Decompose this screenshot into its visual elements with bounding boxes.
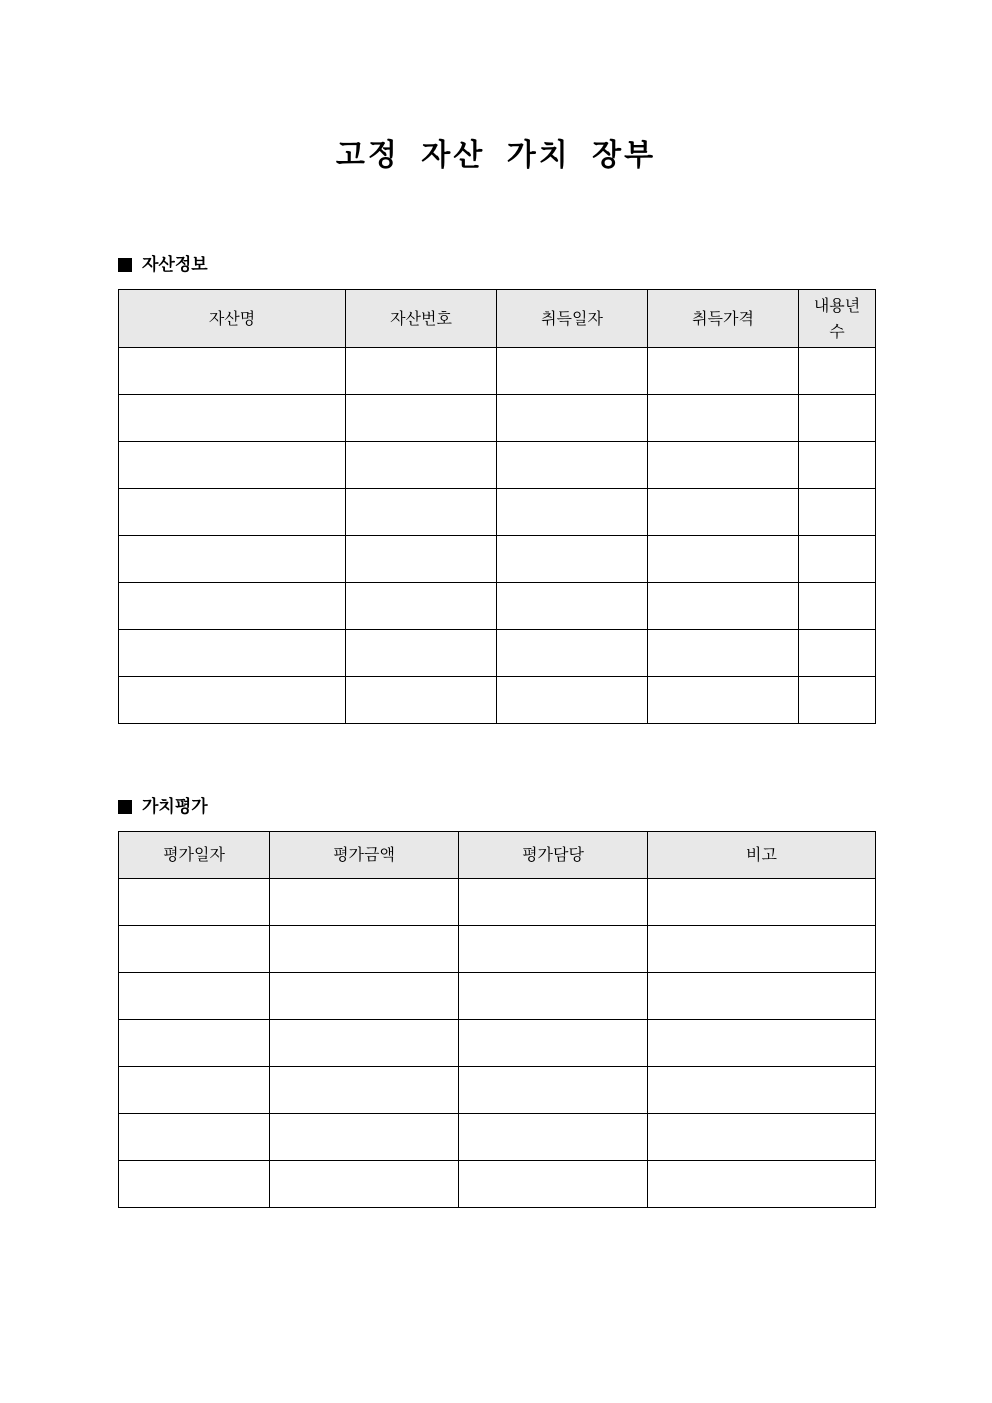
valuation-row xyxy=(119,1067,876,1114)
table-cell[interactable] xyxy=(648,1114,876,1161)
column-header-asset-name: 자산명 xyxy=(119,290,346,348)
asset-info-heading-label: 자산정보 xyxy=(142,255,208,275)
valuation-row xyxy=(119,1161,876,1208)
table-cell[interactable] xyxy=(270,1161,459,1208)
table-cell[interactable] xyxy=(648,973,876,1020)
table-cell[interactable] xyxy=(799,348,876,395)
column-header-valuation-date: 평가일자 xyxy=(119,832,270,879)
table-cell[interactable] xyxy=(648,348,799,395)
table-cell[interactable] xyxy=(497,348,648,395)
document-title: 고정 자산 가치 장부 xyxy=(335,138,657,173)
table-cell[interactable] xyxy=(799,442,876,489)
valuation-row xyxy=(119,926,876,973)
table-cell[interactable] xyxy=(119,348,346,395)
table-cell[interactable] xyxy=(119,1067,270,1114)
asset-info-row xyxy=(119,677,876,724)
table-cell[interactable] xyxy=(270,926,459,973)
table-cell[interactable] xyxy=(648,442,799,489)
table-cell[interactable] xyxy=(119,536,346,583)
column-header-remarks: 비고 xyxy=(648,832,876,879)
table-cell[interactable] xyxy=(799,583,876,630)
table-cell[interactable] xyxy=(799,536,876,583)
table-cell[interactable] xyxy=(648,1161,876,1208)
table-cell[interactable] xyxy=(119,879,270,926)
table-cell[interactable] xyxy=(270,1067,459,1114)
table-cell[interactable] xyxy=(497,395,648,442)
table-cell[interactable] xyxy=(459,1114,648,1161)
asset-info-row xyxy=(119,395,876,442)
table-cell[interactable] xyxy=(497,583,648,630)
table-cell[interactable] xyxy=(346,395,497,442)
table-cell[interactable] xyxy=(346,536,497,583)
table-cell[interactable] xyxy=(648,489,799,536)
table-cell[interactable] xyxy=(648,1020,876,1067)
table-cell[interactable] xyxy=(346,442,497,489)
table-cell[interactable] xyxy=(497,630,648,677)
valuation-heading-label: 가치평가 xyxy=(142,797,208,817)
table-cell[interactable] xyxy=(119,1020,270,1067)
column-header-asset-number: 자산번호 xyxy=(346,290,497,348)
column-header-acquisition-date: 취득일자 xyxy=(497,290,648,348)
asset-info-row xyxy=(119,583,876,630)
asset-info-row xyxy=(119,536,876,583)
asset-info-row xyxy=(119,630,876,677)
table-cell[interactable] xyxy=(648,536,799,583)
table-cell[interactable] xyxy=(119,677,346,724)
table-cell[interactable] xyxy=(799,395,876,442)
valuation-row xyxy=(119,1020,876,1067)
asset-info-row xyxy=(119,348,876,395)
table-cell[interactable] xyxy=(119,1161,270,1208)
table-cell[interactable] xyxy=(119,395,346,442)
table-cell[interactable] xyxy=(497,677,648,724)
asset-info-row xyxy=(119,489,876,536)
table-cell[interactable] xyxy=(799,677,876,724)
table-cell[interactable] xyxy=(648,1067,876,1114)
table-cell[interactable] xyxy=(459,1161,648,1208)
table-cell[interactable] xyxy=(459,1020,648,1067)
table-cell[interactable] xyxy=(799,630,876,677)
table-cell[interactable] xyxy=(119,1114,270,1161)
table-cell[interactable] xyxy=(648,630,799,677)
valuation-row xyxy=(119,1114,876,1161)
valuation-table xyxy=(118,831,876,1208)
column-header-valuation-manager: 평가담당 xyxy=(459,832,648,879)
table-cell[interactable] xyxy=(119,489,346,536)
table-cell[interactable] xyxy=(270,879,459,926)
table-cell[interactable] xyxy=(270,1020,459,1067)
table-cell[interactable] xyxy=(346,348,497,395)
table-cell[interactable] xyxy=(648,583,799,630)
table-cell[interactable] xyxy=(270,1114,459,1161)
table-cell[interactable] xyxy=(459,926,648,973)
table-cell[interactable] xyxy=(459,1067,648,1114)
column-header-acquisition-price: 취득가격 xyxy=(648,290,799,348)
table-cell[interactable] xyxy=(270,973,459,1020)
table-cell[interactable] xyxy=(648,926,876,973)
valuation-row xyxy=(119,973,876,1020)
square-bullet-icon xyxy=(118,258,132,272)
table-cell[interactable] xyxy=(346,677,497,724)
table-cell[interactable] xyxy=(346,489,497,536)
table-cell[interactable] xyxy=(497,442,648,489)
table-cell[interactable] xyxy=(648,677,799,724)
table-cell[interactable] xyxy=(648,395,799,442)
asset-info-heading xyxy=(118,253,208,277)
valuation-heading xyxy=(118,795,208,819)
table-cell[interactable] xyxy=(119,583,346,630)
table-cell[interactable] xyxy=(119,630,346,677)
asset-info-header-row xyxy=(119,290,876,348)
valuation-header-row xyxy=(119,832,876,879)
column-header-valuation-amount: 평가금액 xyxy=(270,832,459,879)
table-cell[interactable] xyxy=(497,489,648,536)
table-cell[interactable] xyxy=(648,879,876,926)
square-bullet-icon xyxy=(118,800,132,814)
table-cell[interactable] xyxy=(346,630,497,677)
valuation-row xyxy=(119,879,876,926)
column-header-useful-life: 내용년수 xyxy=(799,290,876,348)
table-cell[interactable] xyxy=(497,536,648,583)
table-cell[interactable] xyxy=(119,442,346,489)
table-cell[interactable] xyxy=(459,973,648,1020)
asset-info-row xyxy=(119,442,876,489)
table-cell[interactable] xyxy=(119,926,270,973)
table-cell[interactable] xyxy=(119,973,270,1020)
table-cell[interactable] xyxy=(346,583,497,630)
table-cell[interactable] xyxy=(799,489,876,536)
asset-info-table xyxy=(118,289,876,724)
table-cell[interactable] xyxy=(459,879,648,926)
